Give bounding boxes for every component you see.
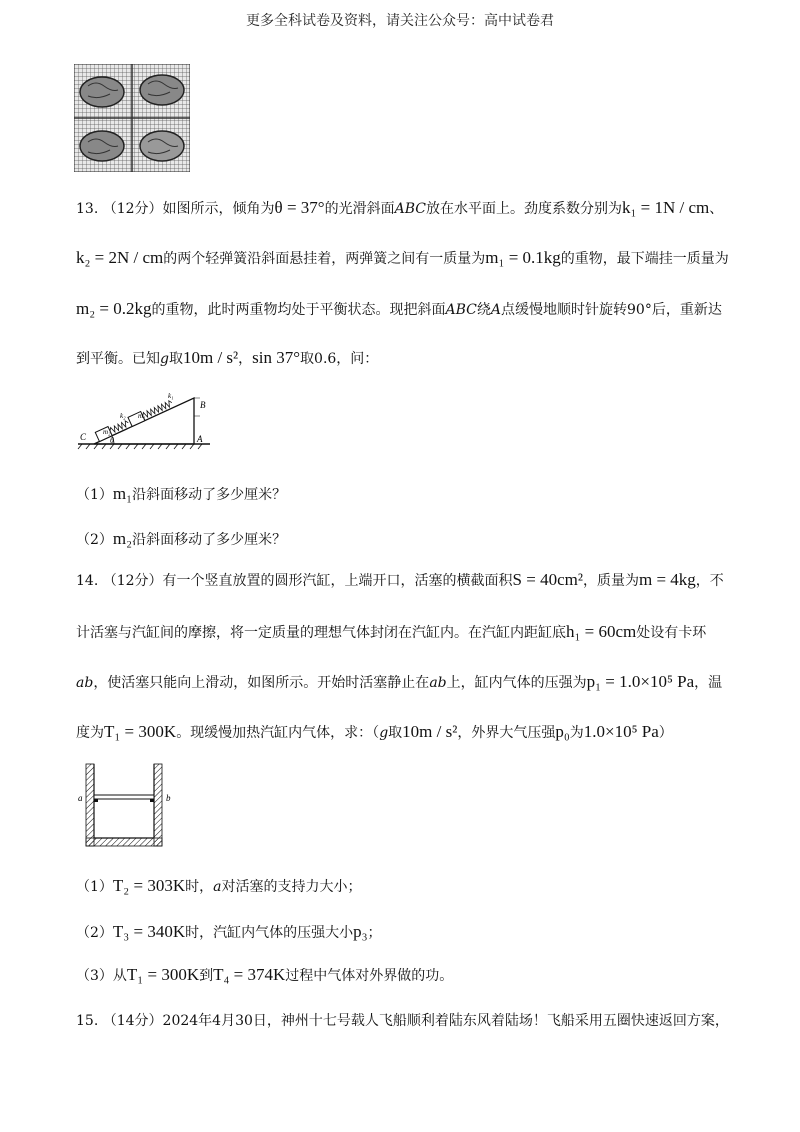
fig-label-m1: m₁	[138, 412, 146, 420]
q13-line4	[76, 348, 378, 368]
q13-sub1-text: 沿斜面移动了多少厘米？	[132, 487, 287, 503]
q13-text: 的两个轻弹簧沿斜面悬挂着，两弹簧之间有一质量为	[163, 251, 486, 267]
q13-text: 绕	[476, 302, 491, 318]
q14-sub1-text: 对活塞的支持力大小；	[221, 879, 362, 895]
fig-label-k2: k₂	[120, 412, 126, 420]
q13-sub2-text: 沿斜面移动了多少厘米？	[132, 532, 287, 548]
q14-sub1-var: T₂ = 303K	[112, 876, 186, 895]
cylinder-figure	[76, 762, 176, 850]
q14-sub3	[76, 965, 453, 985]
fig-label-k1: k₁	[168, 392, 174, 400]
incline-figure	[76, 386, 216, 452]
q14-p0: p₀	[555, 722, 570, 741]
q13-g: g	[160, 351, 169, 367]
fig-label-theta: θ	[110, 436, 114, 445]
q13-text: 点缓慢地顺时针旋转90°后，重新达	[501, 302, 722, 318]
fig-label-b: B	[200, 400, 206, 410]
q14-text: 为	[569, 725, 584, 741]
q14-line4	[76, 722, 673, 742]
q13-text: 取0.6，问：	[300, 351, 379, 367]
q14-score: （12分）	[102, 573, 163, 589]
q14-sub1-a: a	[213, 879, 222, 895]
q13-m2: m₂ = 0.2kg	[76, 299, 152, 318]
q14-text: ）	[658, 725, 673, 741]
fig-label-a: A	[197, 434, 203, 444]
q14-text: ，质量为	[582, 573, 639, 589]
q15-text: 2024年4月30日，神州十七号载人飞船顺利着陆东风着陆场！飞船采用五圈快速返回方案，	[162, 1013, 729, 1029]
q13-sub2-var: m₂	[112, 529, 133, 548]
q13-text: 的光滑斜面	[324, 201, 395, 217]
q14-sub3-text: 过程中气体对外界做的功。	[285, 968, 454, 984]
q13-text: 如图所示，倾角为	[162, 201, 275, 217]
q13-sub1-var: m₁	[112, 484, 133, 503]
q13-score: （12分）	[102, 201, 163, 217]
q13-m1: m₁ = 0.1kg	[485, 248, 561, 267]
q14-sub2-num: （2）	[76, 925, 113, 941]
q14-line2	[76, 622, 706, 642]
q14-text: 处设有卡环	[636, 625, 707, 641]
q13-theta: θ = 37°	[274, 198, 325, 217]
fig-label-b-ring: b	[166, 793, 171, 803]
q14-sub2	[76, 922, 382, 942]
q13-abc: ABC	[394, 201, 426, 217]
q14-text: ，外界大气压强	[457, 725, 556, 741]
fig-label-m2: m₂	[103, 428, 111, 436]
q14-text: 有一个竖直放置的圆形汽缸，上端开口，活塞的横截面积	[162, 573, 513, 589]
q13-text: 的重物，最下端挂一质量为	[560, 251, 729, 267]
q14-sub3-t4: T₄ = 374K	[213, 965, 286, 984]
q14-sub1-num: （1）	[76, 879, 113, 895]
q14-sub1	[76, 876, 361, 896]
q13-point-a: A	[490, 302, 501, 318]
q13-text: 的重物，此时两重物均处于平衡状态。现把斜面	[151, 302, 446, 318]
q13-abc-2: ABC	[445, 302, 477, 318]
q15-number: 15.	[76, 1013, 99, 1029]
q14-text: ，不	[695, 573, 724, 589]
q14-sub2-var: T₃ = 340K	[112, 922, 186, 941]
q13-sub1	[76, 484, 286, 504]
q14-sub2-p3: p₃	[353, 922, 368, 941]
q15-line1	[76, 1010, 729, 1030]
q14-sub3-t1: T₁ = 300K	[126, 965, 200, 984]
q13-number: 13.	[76, 201, 99, 217]
q14-p0val: 1.0×10⁵ Pa	[583, 722, 659, 741]
q13-text: 放在水平面上。劲度系数分别为	[425, 201, 622, 217]
q15-score: （14分）	[102, 1013, 163, 1029]
q14-text: 上，缸内气体的压强为	[446, 675, 587, 691]
q14-line3	[76, 672, 722, 692]
q13-k2: k₂ = 2N / cm	[76, 248, 164, 267]
fig-label-a-ring: a	[78, 793, 83, 803]
q14-number: 14.	[76, 573, 99, 589]
q14-text: 计活塞与汽缸间的摩擦，将一定质量的理想气体封闭在汽缸内。在汽缸内距缸底	[76, 625, 566, 641]
fig-label-c: C	[80, 432, 87, 442]
q14-ab-2: ab	[429, 675, 447, 691]
q13-sub2	[76, 529, 286, 549]
q14-text: 度为	[76, 725, 104, 741]
q14-text: ，温	[694, 675, 723, 691]
q14-text: 。现缓慢加热汽缸内气体，求：（	[176, 725, 380, 741]
q14-text: ，使活塞只能向上滑动，如图所示。开始时活塞静止在	[93, 675, 430, 691]
q13-line1	[76, 198, 723, 218]
q13-text: 到平衡。已知	[76, 351, 160, 367]
q14-t1: T₁ = 300K	[104, 722, 177, 741]
q14-line1	[76, 570, 724, 590]
q14-g: g	[379, 725, 389, 741]
q13-sub2-num: （2）	[76, 532, 113, 548]
q14-text: 取	[388, 725, 403, 741]
q14-sub2-text: ；	[367, 925, 382, 941]
q14-p1: p₁ = 1.0×10⁵ Pa	[586, 672, 695, 691]
q14-gval: 10m / s²	[402, 722, 458, 741]
q14-sub3-text: 到	[199, 968, 214, 984]
q14-sub2-text: 时，汽缸内气体的压强大小	[185, 925, 354, 941]
q14-sub3-num: （3）从	[76, 968, 127, 984]
q13-line2	[76, 248, 729, 268]
q14-ab: ab	[76, 675, 94, 691]
q13-line3	[76, 299, 722, 319]
grid-photo-figure	[74, 64, 190, 172]
q14-sub1-text: 时，	[185, 879, 214, 895]
q14-m: m = 4kg	[638, 570, 696, 589]
q13-gval: 10m / s²	[182, 348, 239, 367]
page-header: 更多全科试卷及资料，请关注公众号：高中试卷君	[246, 13, 554, 29]
q14-h1: h₁ = 60cm	[566, 622, 637, 641]
q13-text: 取	[168, 351, 183, 367]
q13-k1: k₁ = 1N / cm	[621, 198, 710, 217]
q13-sin: sin 37°	[252, 348, 301, 367]
q13-sub1-num: （1）	[76, 487, 113, 503]
q14-s: S = 40cm²	[512, 570, 583, 589]
q13-text: 、	[709, 201, 724, 217]
q13-text: ，	[238, 351, 253, 367]
